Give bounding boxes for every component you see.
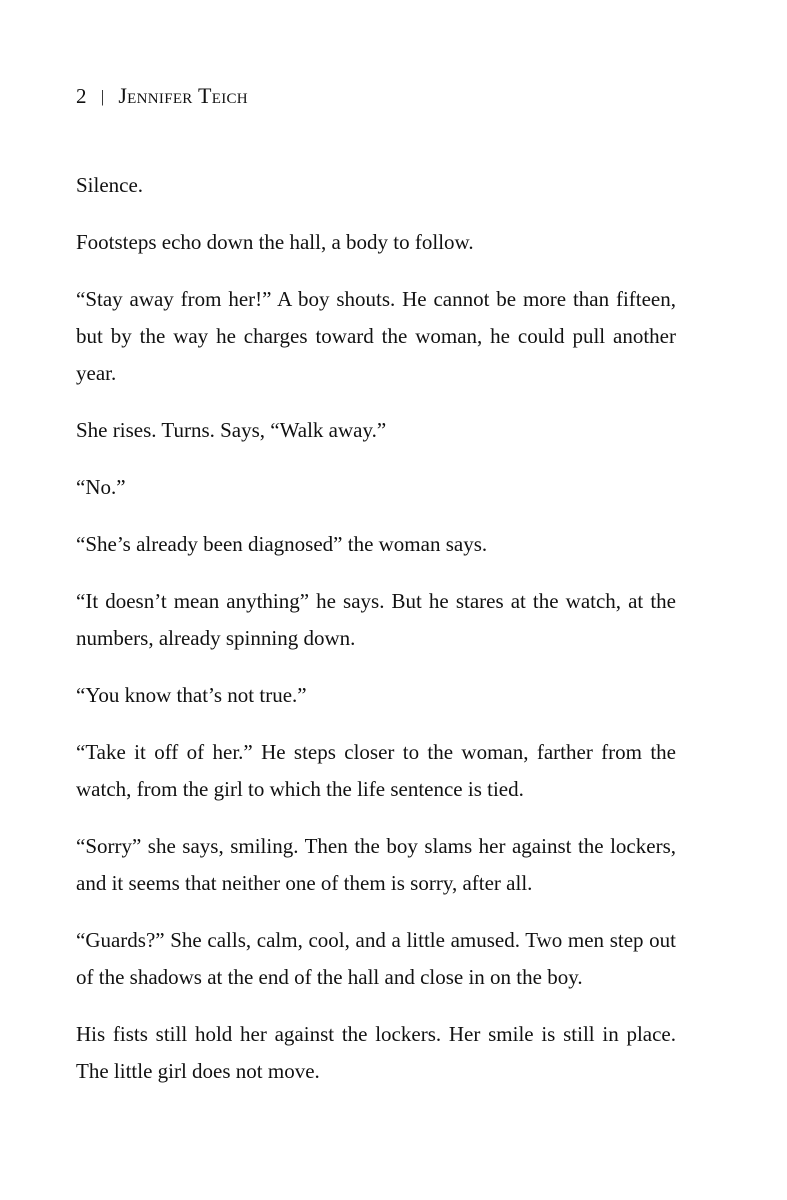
paragraph: “Sorry” she says, smiling. Then the boy slams her against the lockers, and it seems that neither one of them is sorry, after all. (76, 834, 676, 895)
paragraph: “Stay away from her!” A boy shouts. He cannot be more than fifteen, but by the way he charges toward the woman, he could pull another year. (76, 287, 676, 385)
paragraph: His fists still hold her against the lockers. Her smile is still in place. The little girl does not move. (76, 1022, 676, 1083)
paragraph: “No.” (76, 475, 126, 499)
book-page (76, 82, 676, 1110)
header-separator: | (100, 87, 105, 106)
paragraph: “She’s already been diagnosed” the woman says. (76, 532, 488, 556)
page-number: 2 (76, 84, 87, 108)
paragraph: “It doesn’t mean anything” he says. But he stares at the watch, at the numbers, already spinning down. (76, 589, 676, 650)
body-text (76, 167, 676, 1090)
paragraph: “Take it off of her.” He steps closer to the woman, farther from the watch, from the girl to which the life sentence is tied. (76, 740, 676, 801)
author-name: Jennifer Teich (118, 83, 248, 108)
paragraph: Footsteps echo down the hall, a body to follow. (76, 230, 474, 254)
paragraph: “You know that’s not true.” (76, 683, 307, 707)
paragraph: She rises. Turns. Says, “Walk away.” (76, 418, 387, 442)
running-header (76, 82, 676, 112)
paragraph: “Guards?” She calls, calm, cool, and a little amused. Two men step out of the shadows at the end of the hall and close in on the boy. (76, 928, 676, 989)
paragraph: Silence. (76, 173, 144, 197)
